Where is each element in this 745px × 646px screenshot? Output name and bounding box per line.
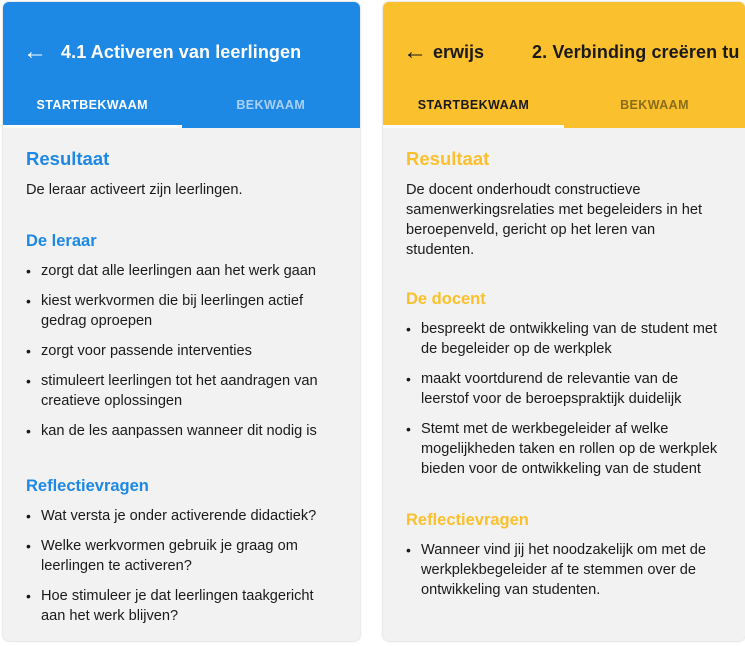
list-item: • Wanneer vind jij het noodzakelijk om met de werkplekbegeleider af te stemmen over de ontwikkeling van studenten.	[406, 540, 723, 600]
list-item: • bespreekt de ontwikkeling van de student met de begeleider op de werkplek	[406, 319, 723, 359]
arrow-left-icon[interactable]: ←	[403, 38, 427, 65]
content-scroll[interactable]	[3, 128, 360, 626]
phone-screen-right	[383, 2, 745, 641]
list-item: • Hoe stimuleer je dat leerlingen taakgericht aan het werk blijven?	[26, 586, 338, 626]
heading-de-leraar: De leraar	[26, 232, 97, 250]
phone-screen-left	[3, 2, 360, 641]
title-bar	[383, 30, 745, 74]
page-title: 4.1 Activeren van leerlingen	[61, 41, 302, 62]
heading-de-docent: De docent	[406, 290, 486, 308]
heading-reflectievragen: Reflectievragen	[26, 477, 149, 495]
page-title: 2. Verbinding creëren tu	[532, 41, 740, 62]
list-item: • kiest werkvormen die bij leerlingen actief gedrag oproepen	[26, 291, 338, 331]
list-reflectievragen	[26, 506, 338, 626]
app-bar	[383, 2, 745, 128]
content-scroll[interactable]	[383, 128, 745, 600]
resultaat-text: De docent onderhoudt constructieve samenwerkingsrelaties met begeleiders in het beroepenveld, gericht op het leren van studenten.	[406, 182, 703, 258]
list-reflectievragen	[406, 540, 723, 600]
arrow-left-icon[interactable]: ←	[23, 38, 47, 65]
tab-bekwaam[interactable]: BEKWAAM	[620, 98, 689, 112]
list-de-docent	[406, 319, 723, 479]
tab-bar	[383, 82, 745, 128]
tab-startbekwaam[interactable]: STARTBEKWAAM	[3, 82, 182, 128]
tab-bar	[3, 82, 360, 128]
list-item: • maakt voortdurend de relevantie van de leerstof voor de beroepspraktijk duidelijk	[406, 369, 723, 409]
tab-startbekwaam[interactable]: STARTBEKWAAM	[383, 82, 564, 128]
list-item: • Welke werkvormen gebruik je graag om leerlingen te activeren?	[26, 536, 338, 576]
resultaat-text: De leraar activeert zijn leerlingen.	[26, 182, 243, 198]
app-bar	[3, 2, 360, 128]
list-item: • Wat versta je onder activerende didactiek?	[26, 506, 338, 526]
tab-bekwaam[interactable]: BEKWAAM	[236, 98, 306, 112]
heading-resultaat: Resultaat	[406, 148, 490, 169]
heading-reflectievragen: Reflectievragen	[406, 511, 529, 529]
heading-resultaat: Resultaat	[26, 148, 110, 169]
title-bar	[3, 30, 360, 74]
list-de-leraar	[26, 261, 338, 441]
list-item: • Stemt met de werkbegeleider af welke mogelijkheden taken en rollen op de werkplek bieden voor de ontwikkeling van de student	[406, 419, 723, 479]
list-item: • zorgt dat alle leerlingen aan het werk gaan	[26, 261, 338, 281]
list-item: • kan de les aanpassen wanneer dit nodig is	[26, 421, 338, 441]
list-item: • stimuleert leerlingen tot het aandragen van creatieve oplossingen	[26, 371, 338, 411]
previous-page-title: erwijs	[433, 41, 485, 62]
list-item: • zorgt voor passende interventies	[26, 341, 338, 361]
